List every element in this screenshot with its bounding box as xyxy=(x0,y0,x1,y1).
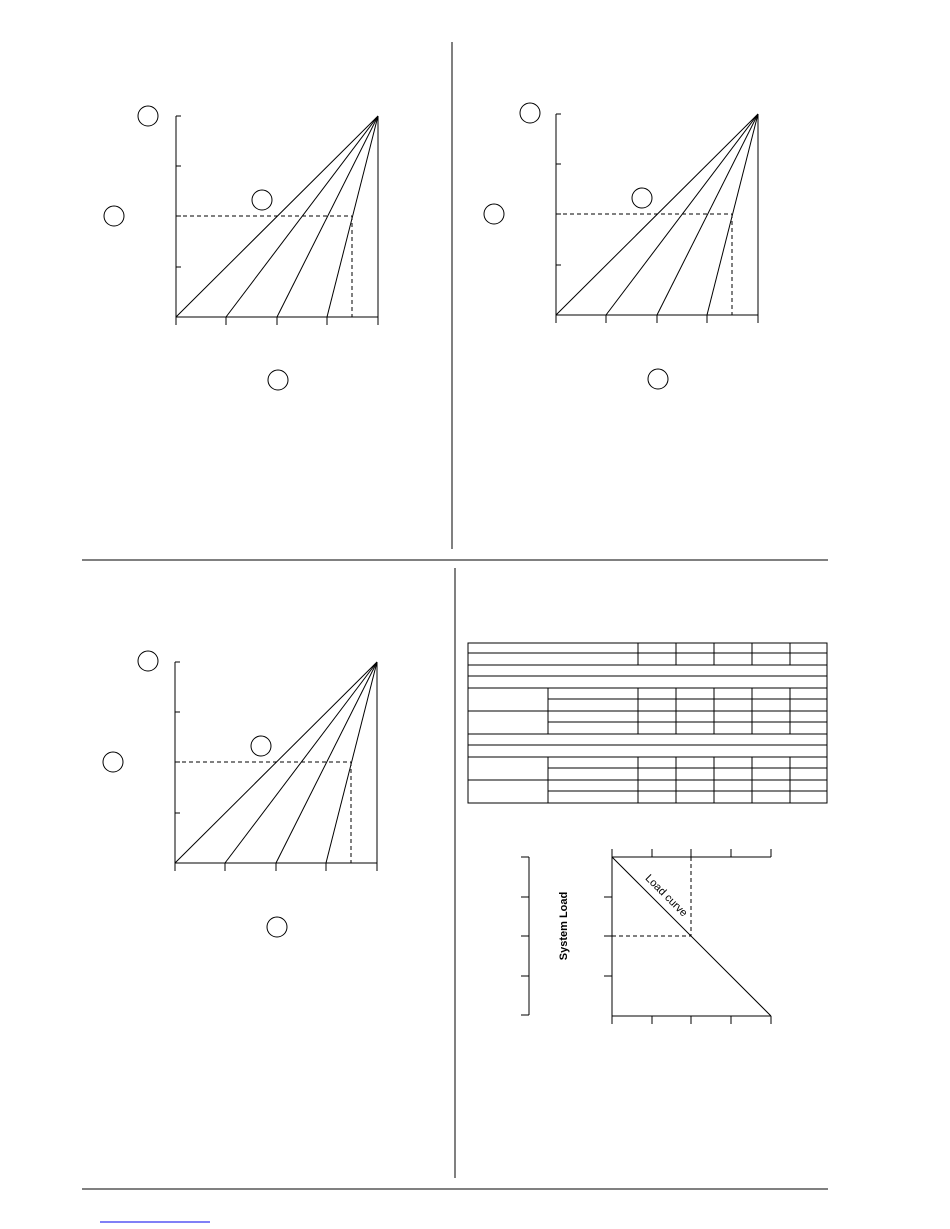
fan-line xyxy=(657,114,758,315)
load-curve-label: Load curve xyxy=(642,872,690,920)
callout-circle xyxy=(104,206,124,226)
fan-diagram-bottom-left xyxy=(103,651,377,937)
callout-circle xyxy=(648,369,668,389)
callout-circle xyxy=(251,736,271,756)
load-curve-chart xyxy=(521,849,771,1024)
callout-circle xyxy=(484,204,504,224)
system-load-label: System Load xyxy=(558,891,570,961)
fan-diagram-top-left xyxy=(104,106,378,390)
fan-line xyxy=(276,662,377,863)
specification-table xyxy=(468,643,827,803)
callout-circle xyxy=(267,917,287,937)
callout-circle xyxy=(138,106,158,126)
table-border xyxy=(468,643,827,803)
callout-circle xyxy=(138,651,158,671)
callout-circle xyxy=(268,370,288,390)
callout-circle xyxy=(632,188,652,208)
fan-diagram-top-right xyxy=(484,103,758,389)
callout-circle xyxy=(252,190,272,210)
fan-line xyxy=(277,116,378,317)
callout-circle xyxy=(520,103,540,123)
callout-circle xyxy=(103,752,123,772)
